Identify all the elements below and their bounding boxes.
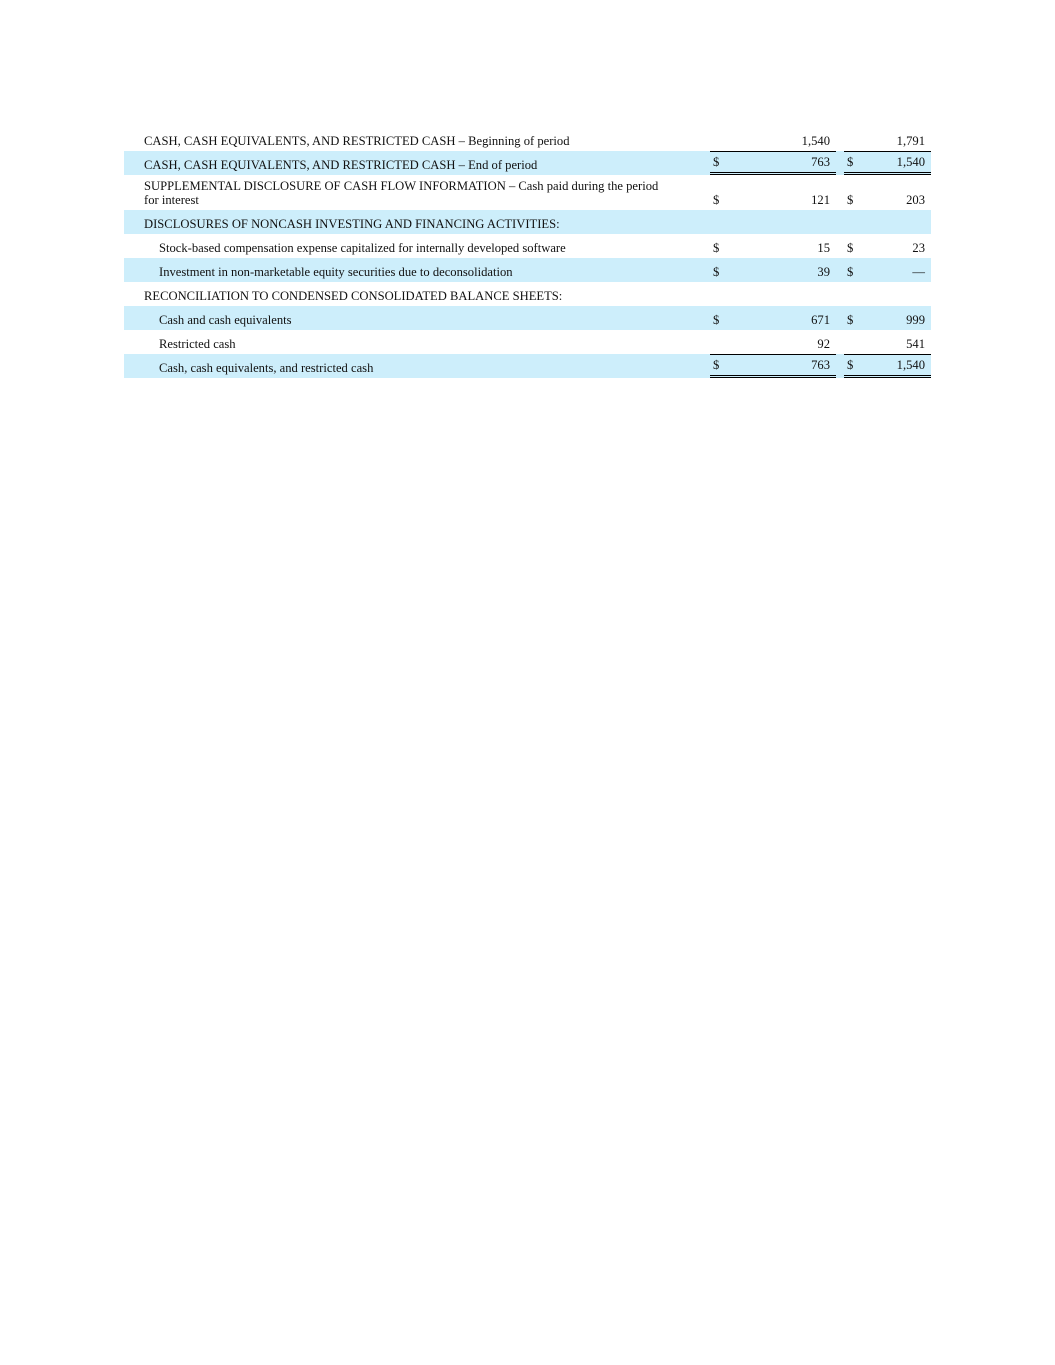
row-label-line-2: for interest: [144, 193, 199, 207]
total-row: [124, 354, 931, 378]
currency-symbol: [844, 330, 864, 354]
row-label-line-1: SUPPLEMENTAL DISCLOSURE OF CASH FLOW INFORMATION – Cash paid during the period: [144, 179, 659, 193]
amount-current: 15: [817, 241, 830, 255]
amount-prior: 541: [906, 337, 925, 351]
currency-symbol: $: [710, 354, 730, 378]
amount-prior: 999: [864, 306, 931, 330]
amount-current: 39: [730, 258, 836, 282]
table-row: [124, 127, 931, 151]
currency-symbol: $: [713, 193, 720, 207]
table-row: [124, 306, 931, 330]
currency-symbol: $: [713, 241, 720, 255]
currency-symbol: $: [847, 241, 854, 255]
row-label: [124, 175, 710, 210]
row-label: CASH, CASH EQUIVALENTS, AND RESTRICTED CASH – Beginning of period: [144, 134, 570, 148]
currency-symbol: $: [710, 258, 730, 282]
table-row: [124, 175, 931, 210]
table-row: [124, 151, 931, 175]
currency-symbol: $: [710, 151, 730, 175]
amount-prior: —: [864, 258, 931, 282]
row-label: Cash and cash equivalents: [124, 306, 710, 330]
cash-flow-supplemental-table: [124, 127, 931, 378]
currency-symbol: [844, 127, 864, 151]
amount-current: 1,540: [801, 134, 830, 148]
row-label: Investment in non-marketable equity securities due to deconsolidation: [124, 258, 710, 282]
amount-current: 92: [817, 337, 830, 351]
table-row: [124, 258, 931, 282]
currency-symbol: $: [710, 306, 730, 330]
amount-prior: 1,540: [864, 151, 931, 175]
amount-current: 763: [730, 151, 836, 175]
currency-symbol: $: [847, 193, 854, 207]
currency-symbol: $: [844, 354, 864, 378]
currency-symbol: $: [844, 151, 864, 175]
amount-prior: 23: [912, 241, 925, 255]
amount-current: 121: [811, 193, 830, 207]
amount-prior: 203: [906, 193, 925, 207]
row-label: Cash, cash equivalents, and restricted cash: [124, 354, 710, 378]
currency-symbol: [710, 330, 730, 354]
table-row: [124, 234, 931, 258]
row-label: Restricted cash: [159, 337, 236, 351]
amount-prior: 1,791: [896, 134, 925, 148]
section-heading-row: [124, 210, 931, 234]
amount-prior: 1,540: [864, 354, 931, 378]
amount-current: 671: [730, 306, 836, 330]
row-label: Stock-based compensation expense capitalized for internally developed software: [159, 241, 566, 255]
section-heading-row: [124, 282, 931, 306]
section-heading: RECONCILIATION TO CONDENSED CONSOLIDATED BALANCE SHEETS:: [144, 289, 563, 303]
currency-symbol: $: [844, 258, 864, 282]
amount-current: 763: [730, 354, 836, 378]
currency-symbol: $: [844, 306, 864, 330]
currency-symbol: [710, 127, 730, 151]
table-row: [124, 330, 931, 354]
row-label: CASH, CASH EQUIVALENTS, AND RESTRICTED CASH – End of period: [124, 151, 710, 175]
section-heading: DISCLOSURES OF NONCASH INVESTING AND FINANCING ACTIVITIES:: [124, 210, 710, 234]
